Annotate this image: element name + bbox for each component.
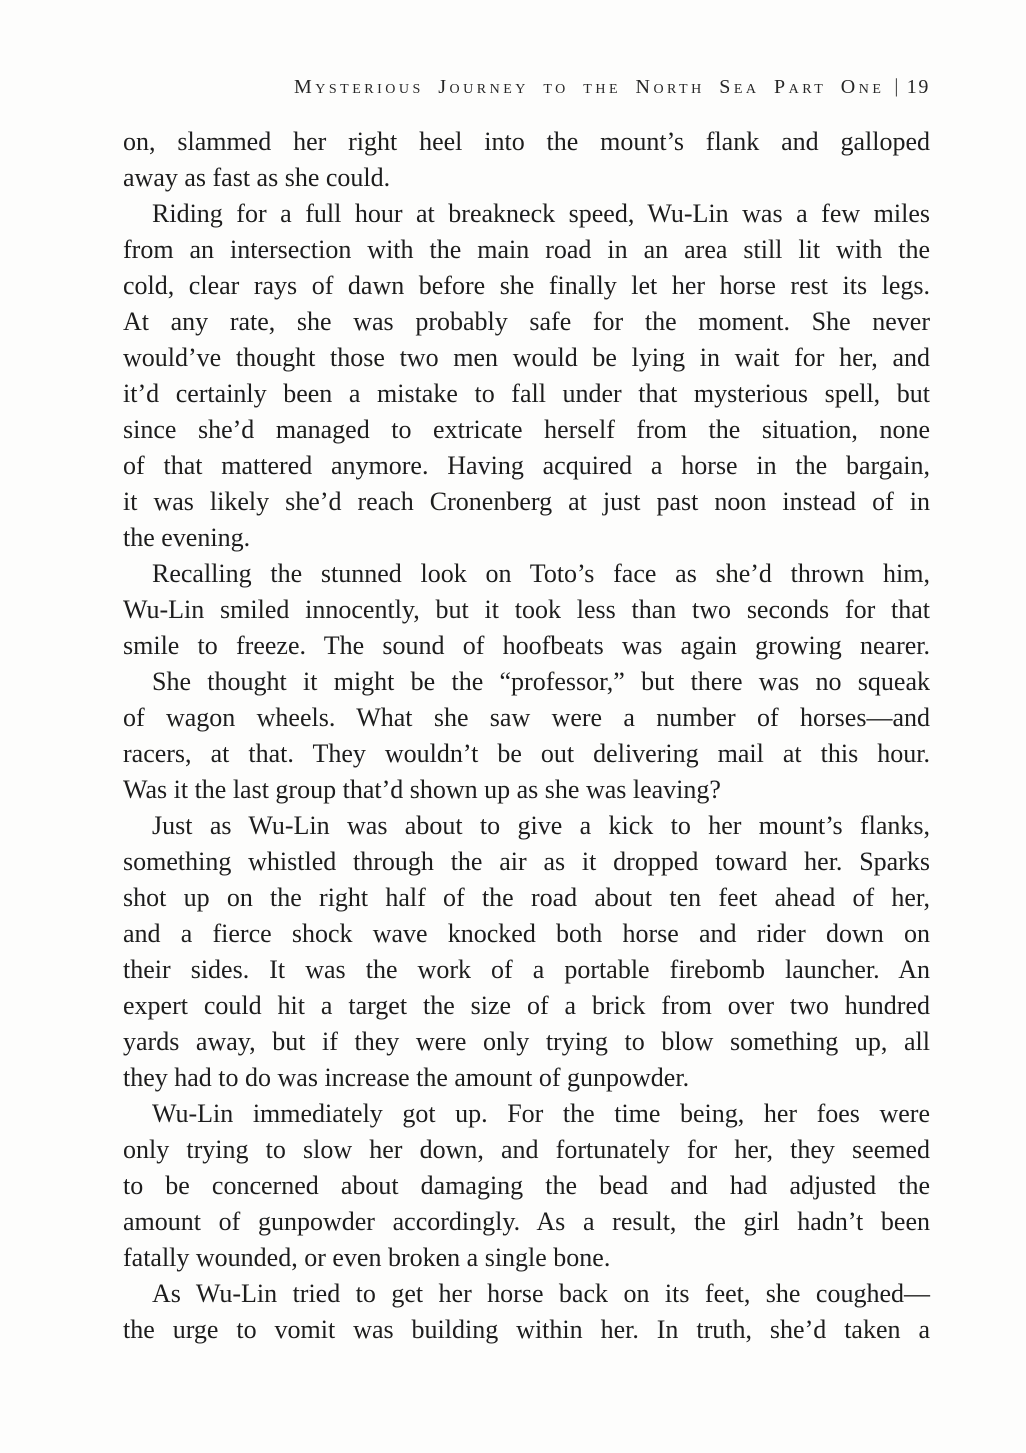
text-line: racers, at that. They wouldn’t be out delivering mail at this hour. (123, 739, 930, 768)
page-number: 19 (906, 76, 930, 98)
text-line: to be concerned about damaging the bead and had adjusted the (123, 1171, 930, 1200)
text-line: Recalling the stunned look on Toto’s face as she’d thrown him, (152, 559, 930, 588)
text-line: the evening. (123, 523, 251, 552)
text-line: smile to freeze. The sound of hoofbeats was again growing nearer. (123, 631, 930, 660)
text-line: since she’d managed to extricate herself from the situation, none (123, 415, 930, 444)
text-line: only trying to slow her down, and fortunately for her, they seemed (123, 1135, 930, 1164)
text-line: amount of gunpowder accordingly. As a result, the girl hadn’t been (123, 1207, 930, 1236)
text-line: fatally wounded, or even broken a single bone. (123, 1243, 611, 1272)
text-line: and a fierce shock wave knocked both horse and rider down on (123, 919, 930, 948)
text-line: expert could hit a target the size of a brick from over two hundred (123, 991, 930, 1020)
text-line: Was it the last group that’d shown up as she was leaving? (123, 775, 721, 804)
text-line: from an intersection with the main road in an area still lit with the (123, 235, 930, 264)
text-line: yards away, but if they were only trying to blow something up, all (123, 1027, 930, 1056)
running-header (123, 72, 930, 102)
text-line: something whistled through the air as it dropped toward her. Sparks (123, 847, 930, 876)
text-line: their sides. It was the work of a portable firebomb launcher. An (123, 955, 930, 984)
text-line: Wu-Lin immediately got up. For the time being, her foes were (152, 1099, 930, 1128)
header-separator: | (894, 75, 899, 97)
text-line: Riding for a full hour at breakneck speed, Wu-Lin was a few miles (152, 199, 930, 228)
text-line: Wu-Lin smiled innocently, but it took less than two seconds for that (123, 595, 930, 624)
text-line: cold, clear rays of dawn before she finally let her horse rest its legs. (123, 271, 930, 300)
text-line: of that mattered anymore. Having acquired a horse in the bargain, (123, 451, 930, 480)
text-line: it’d certainly been a mistake to fall under that mysterious spell, but (123, 379, 930, 408)
text-line: on, slammed her right heel into the mount’s flank and galloped (123, 127, 930, 156)
text-line: the urge to vomit was building within her. In truth, she’d taken a (123, 1315, 930, 1344)
text-line: As Wu-Lin tried to get her horse back on its feet, she coughed— (152, 1279, 930, 1308)
text-line: away as fast as she could. (123, 163, 391, 192)
text-line: would’ve thought those two men would be lying in wait for her, and (123, 343, 930, 372)
text-line: shot up on the right half of the road about ten feet ahead of her, (123, 883, 930, 912)
body-text (123, 124, 930, 1348)
text-line: it was likely she’d reach Cronenberg at just past noon instead of in (123, 487, 930, 516)
text-line: At any rate, she was probably safe for the moment. She never (123, 307, 930, 336)
text-line: Just as Wu-Lin was about to give a kick to her mount’s flanks, (152, 811, 930, 840)
text-line: they had to do was increase the amount of gunpowder. (123, 1063, 690, 1092)
running-header-title: Mysterious Journey to the North Sea Part One (293, 76, 885, 98)
text-line: of wagon wheels. What she saw were a number of horses—and (123, 703, 930, 732)
text-line: She thought it might be the “professor,” but there was no squeak (152, 667, 930, 696)
